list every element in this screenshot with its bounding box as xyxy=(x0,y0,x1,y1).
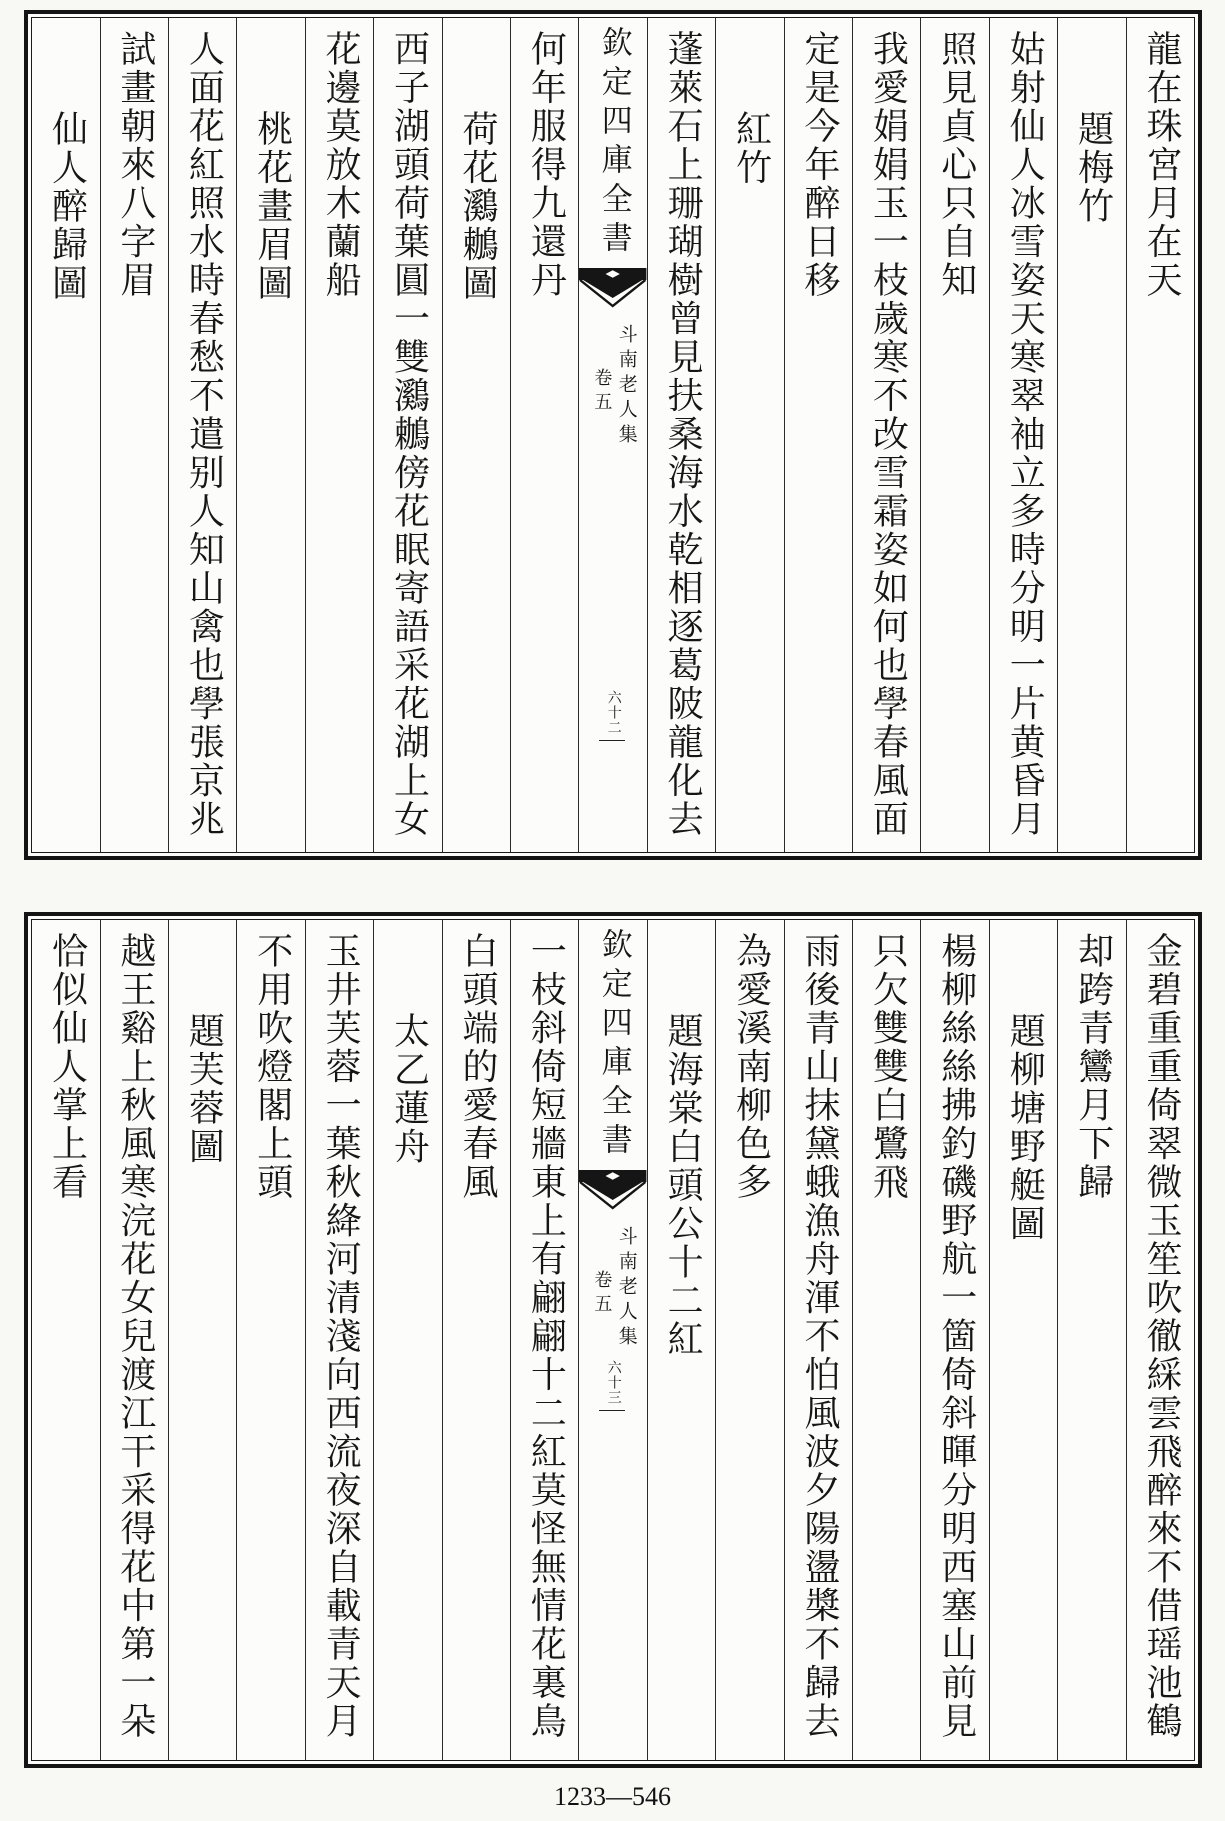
poem-title-column: 桃花畫眉圖 xyxy=(236,18,304,852)
text-column: 何年服得九還丹 xyxy=(510,18,578,852)
text-column: 我愛娟娟玉一枝歲寒不改雪霜姿如何也學春風面 xyxy=(852,18,920,852)
text-column: 白頭端的愛春風 xyxy=(442,920,510,1760)
center-leaf-number: 六十二 xyxy=(605,690,622,735)
text-column: 試畫朝來八字眉 xyxy=(100,18,168,852)
poem-title-column: 題芙蓉圖 xyxy=(168,920,236,1760)
poem-title-column: 題柳塘野艇圖 xyxy=(989,920,1057,1760)
panel-frame xyxy=(31,17,1195,853)
text-column: 龍在珠宮月在天 xyxy=(1126,18,1194,852)
center-book-title: 欽定四庫全書 xyxy=(595,26,632,260)
center-work-title: 斗南老人集 xyxy=(615,324,638,449)
text-column: 蓬萊石上珊瑚樹曾見扶桑海水乾相逐葛陂龍化去 xyxy=(647,18,715,852)
poem-title-column: 題海棠白頭公十二紅 xyxy=(647,920,715,1760)
text-column: 却跨青鸞月下歸 xyxy=(1057,920,1125,1760)
text-column: 雨後青山抹黛蛾漁舟渾不怕風波夕陽盪槳不歸去 xyxy=(784,920,852,1760)
leaf-panel-upper xyxy=(24,10,1202,860)
poem-title-column: 紅竹 xyxy=(715,18,783,852)
center-volume: 卷五 xyxy=(591,368,613,416)
center-fold-column xyxy=(578,18,646,852)
text-column: 金碧重重倚翠微玉笙吹徹綵雲飛醉來不借瑶池鶴 xyxy=(1126,920,1194,1760)
text-column: 一枝斜倚短牆東上有翩翩十二紅莫怪無情花裏鳥 xyxy=(510,920,578,1760)
center-book-title: 欽定四庫全書 xyxy=(595,928,632,1162)
fish-tail-icon xyxy=(579,1170,646,1212)
center-fold-column xyxy=(578,920,646,1760)
panel-frame xyxy=(31,919,1195,1761)
poem-title-column: 荷花鸂鶒圖 xyxy=(442,18,510,852)
text-column: 人面花紅照水時春愁不遣别人知山禽也學張京兆 xyxy=(168,18,236,852)
fish-tail-icon xyxy=(579,268,646,310)
text-column: 不用吹燈閣上頭 xyxy=(236,920,304,1760)
center-volume: 卷五 xyxy=(591,1270,613,1318)
center-work-title: 斗南老人集 xyxy=(615,1226,638,1351)
text-column: 楊柳絲絲拂釣磯野航一箇倚斜暉分明西塞山前見 xyxy=(920,920,988,1760)
leaf-number-rule xyxy=(599,740,625,741)
text-column: 為愛溪南柳色多 xyxy=(715,920,783,1760)
text-column: 西子湖頭荷葉圓一雙鸂鶒傍花眠寄語采花湖上女 xyxy=(373,18,441,852)
text-column: 定是今年醉日移 xyxy=(784,18,852,852)
text-column: 越王谿上秋風寒浣花女兒渡江干采得花中第一朵 xyxy=(100,920,168,1760)
poem-title-column: 太乙蓮舟 xyxy=(373,920,441,1760)
text-column: 花邊莫放木蘭船 xyxy=(305,18,373,852)
text-column: 只欠雙雙白鷺飛 xyxy=(852,920,920,1760)
leaf-panel-lower xyxy=(24,912,1202,1768)
leaf-number-rule xyxy=(599,1410,625,1411)
text-column: 恰似仙人掌上看 xyxy=(46,932,88,1202)
text-column: 照見貞心只自知 xyxy=(920,18,988,852)
poem-title-column: 題梅竹 xyxy=(1057,18,1125,852)
reprint-page-number: 1233—546 xyxy=(554,1782,671,1811)
poem-title-column: 仙人醉歸圖 xyxy=(46,110,88,303)
text-column: 姑射仙人冰雪姿天寒翠袖立多時分明一片黄昏月 xyxy=(989,18,1057,852)
text-column: 玉井芙蓉一葉秋絳河清淺向西流夜深自載青天月 xyxy=(305,920,373,1760)
center-leaf-number: 六十三 xyxy=(605,1360,622,1405)
